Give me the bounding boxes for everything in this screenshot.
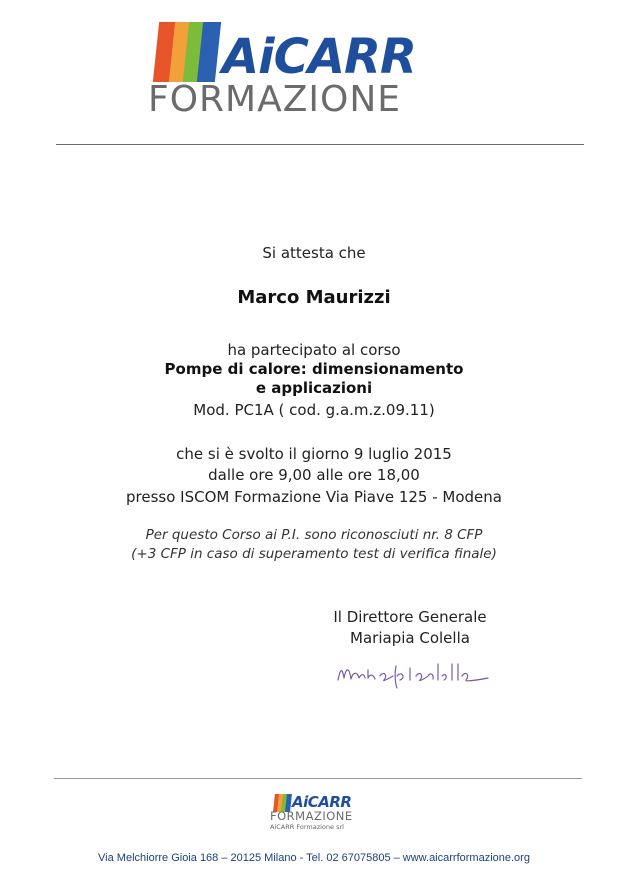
- course-title-line2: e applicazioni: [255, 379, 373, 397]
- header-divider: [56, 144, 584, 145]
- recipient-name: Marco Maurizzi: [237, 287, 391, 308]
- footer-divider: [54, 778, 582, 779]
- footer-logo-subtitle: FORMAZIONE: [270, 809, 353, 823]
- course-module: Mod. PC1A ( cod. g.a.m.z.09.11): [193, 401, 435, 419]
- course-location: presso ISCOM Formazione Via Piave 125 - Modena: [126, 488, 502, 506]
- course-hours: dalle ore 9,00 alle ore 18,00: [208, 466, 420, 484]
- logo-wordmark: AiCARR: [222, 29, 416, 85]
- participation-text: ha partecipato al corso: [227, 341, 401, 359]
- course-title-line1: Pompe di calore: dimensionamento: [164, 360, 464, 378]
- signatory-name: Mariapia Colella: [350, 629, 470, 647]
- signatory-title: Il Direttore Generale: [333, 608, 487, 626]
- aicarr-formazione-logo: [148, 22, 488, 120]
- credits-note-line2: (+3 CFP in caso di superamento test di verifica finale): [131, 546, 497, 562]
- footer-logo: [262, 790, 372, 836]
- footer-company-name: AiCARR Formazione srl: [270, 823, 344, 831]
- certificate-intro: Si attesta che: [262, 244, 366, 262]
- credits-note-line1: Per questo Corso ai P.I. sono riconosciuti nr. 8 CFP: [145, 527, 483, 543]
- handwritten-signature: [330, 652, 500, 692]
- footer-address: Via Melchiorre Gioia 168 – 20125 Milano - Tel. 02 67075805 – www.aicarrformazione.org: [98, 852, 530, 864]
- footer-logo-wordmark: AiCARR: [292, 793, 352, 811]
- course-date: che si è svolto il giorno 9 luglio 2015: [176, 445, 452, 463]
- logo-subtitle: FORMAZIONE: [148, 79, 402, 120]
